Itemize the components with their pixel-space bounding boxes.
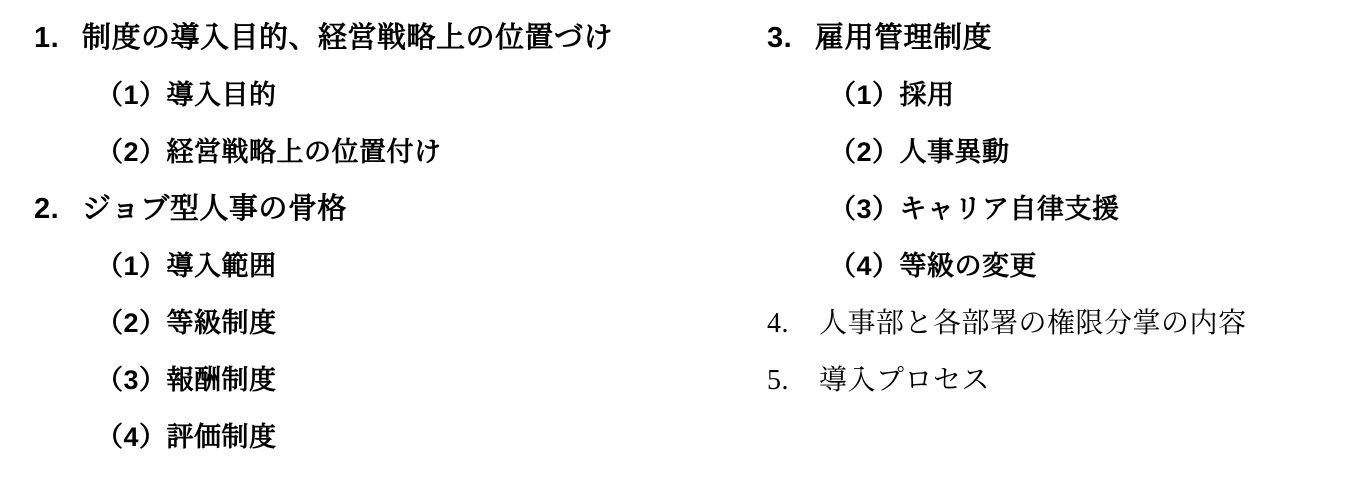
outline-item-2 xyxy=(34,181,735,238)
outline-marker: （4） xyxy=(96,422,167,452)
outline-item-1-1 xyxy=(34,67,735,124)
outline-text: 導入目的 xyxy=(166,80,277,110)
outline-marker: （2） xyxy=(96,308,167,338)
outline-marker: 1. xyxy=(34,22,60,54)
outline-item-2-4 xyxy=(34,409,735,466)
outline-marker: 4. xyxy=(767,308,789,339)
left-column xyxy=(0,10,735,466)
right-column xyxy=(735,10,1356,409)
outline-list-left xyxy=(34,10,735,466)
outline-marker: （4） xyxy=(829,251,900,281)
outline-item-3-1 xyxy=(767,67,1356,124)
outline-item-2-2 xyxy=(34,295,735,352)
outline-text: 人事部と各部署の権限分掌の内容 xyxy=(819,308,1247,339)
outline-marker: （2） xyxy=(96,137,167,167)
outline-text: 人事異動 xyxy=(899,137,1010,167)
outline-item-4 xyxy=(767,295,1356,352)
outline-text: 等級の変更 xyxy=(899,251,1038,281)
outline-text: ジョブ型人事の骨格 xyxy=(82,193,347,225)
outline-text: 評価制度 xyxy=(166,422,277,452)
outline-marker: （1） xyxy=(96,80,167,110)
outline-item-3 xyxy=(767,10,1356,67)
outline-marker: （1） xyxy=(96,251,167,281)
outline-text: 制度の導入目的、経営戦略上の位置づけ xyxy=(82,22,614,54)
outline-marker: （3） xyxy=(829,194,900,224)
outline-marker: 5. xyxy=(767,365,789,396)
outline-marker: 3. xyxy=(767,22,793,54)
outline-item-1 xyxy=(34,10,735,67)
outline-marker: 2. xyxy=(34,193,60,225)
outline-text: 報酬制度 xyxy=(166,365,277,395)
outline-text: 雇用管理制度 xyxy=(815,22,993,54)
outline-text: 経営戦略上の位置付け xyxy=(166,137,442,167)
outline-item-3-3 xyxy=(767,181,1356,238)
outline-text: 採用 xyxy=(899,80,955,110)
outline-text: 導入範囲 xyxy=(166,251,277,281)
outline-item-2-1 xyxy=(34,238,735,295)
outline-list-right xyxy=(767,10,1356,409)
outline-item-3-4 xyxy=(767,238,1356,295)
outline-marker: （1） xyxy=(829,80,900,110)
outline-marker: （3） xyxy=(96,365,167,395)
outline-marker: （2） xyxy=(829,137,900,167)
outline-item-3-2 xyxy=(767,124,1356,181)
outline-item-5 xyxy=(767,352,1356,409)
outline-item-1-2 xyxy=(34,124,735,181)
outline-item-2-3 xyxy=(34,352,735,409)
outline-text: 導入プロセス xyxy=(819,365,991,396)
outline-text: 等級制度 xyxy=(166,308,277,338)
outline-text: キャリア自律支援 xyxy=(899,194,1120,224)
